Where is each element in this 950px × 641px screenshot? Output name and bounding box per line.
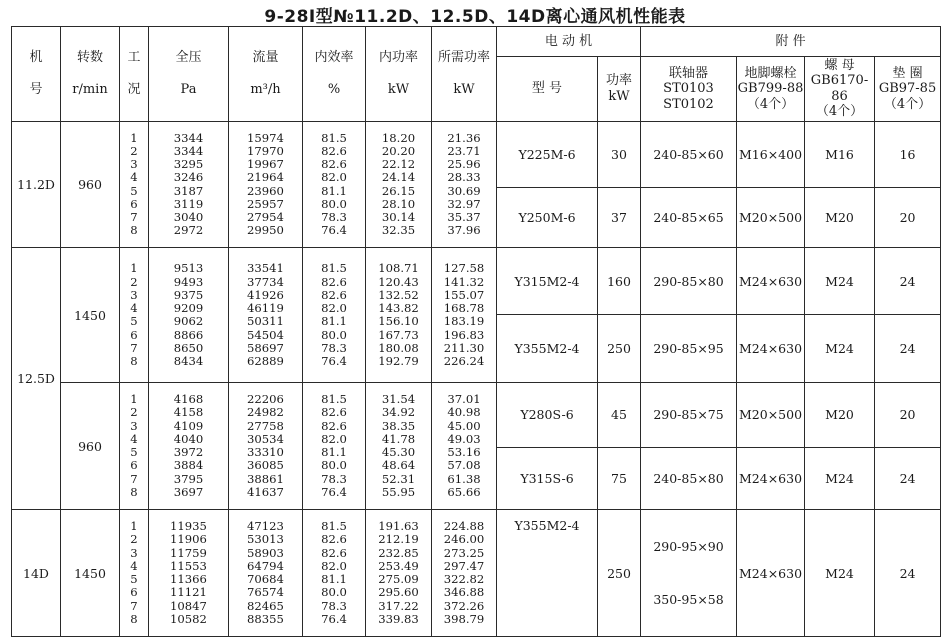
speed-cell: 960	[61, 121, 120, 248]
page-title: 9-28Ⅰ型№11.2D、12.5D、14D离心通风机性能表	[264, 7, 686, 27]
coupling-cell: 290-85×80	[641, 248, 737, 314]
condition-cell: 1 2 3 4 5 6 7 8	[120, 510, 149, 637]
internal-power-cell: 31.54 34.92 38.35 41.78 45.30 48.64 52.31 55.95	[366, 383, 432, 510]
efficiency-cell: 81.5 82.6 82.6 82.0 81.1 80.0 78.3 76.4	[303, 510, 366, 637]
washer-cell: 16	[875, 121, 941, 187]
internal-power-cell: 108.71 120.43 132.52 143.82 156.10 167.73 180.08 192.79	[366, 248, 432, 383]
coupling-cell: 240-85×80	[641, 447, 737, 509]
nut-cell: M24	[805, 314, 875, 382]
header-nut: 螺 母 GB6170-86 （4个）	[805, 57, 875, 121]
nut-cell: M20	[805, 188, 875, 248]
internal-power-cell: 191.63 212.19 232.85 253.49 275.09 295.60 317.22 339.83	[366, 510, 432, 637]
flow-cell: 15974 17970 19967 21964 23960 25957 27954 29950	[229, 121, 303, 248]
motor-model-cell: Y315M2-4	[497, 248, 598, 314]
speed-cell: 1450	[61, 248, 120, 383]
internal-power-cell: 18.20 20.20 22.12 24.14 26.15 28.10 30.14 32.35	[366, 121, 432, 248]
motor-power-cell: 45	[598, 383, 641, 447]
motor-model-cell: Y355M2-4	[497, 314, 598, 382]
coupling-cell	[641, 510, 737, 637]
washer-cell: 24	[875, 510, 941, 637]
flow-cell: 33541 37734 41926 46119 50311 54504 58697 62889	[229, 248, 303, 383]
anchor-bolt-cell: M20×500	[737, 383, 805, 447]
motor-model-cell: Y250M-6	[497, 188, 598, 248]
header-coupling: 联轴器 ST0103 ST0102	[641, 57, 737, 121]
header-speed: 转数 r/min	[61, 27, 120, 122]
coupling-cell: 240-85×65	[641, 188, 737, 248]
pressure-cell: 9513 9493 9375 9209 9062 8866 8650 8434	[149, 248, 229, 383]
header-motor-power: 功率 kW	[598, 57, 641, 121]
nut-cell: M20	[805, 383, 875, 447]
washer-cell: 20	[875, 188, 941, 248]
header-anchor-bolt: 地脚螺栓 GB799-88 （4个）	[737, 57, 805, 121]
header-motor-model: 型 号	[497, 57, 598, 121]
motor-power-cell: 250	[598, 314, 641, 382]
motor-power-cell: 30	[598, 121, 641, 187]
coupling-cell: 290-85×95	[641, 314, 737, 382]
header-flow: 流量 m³/h	[229, 27, 303, 122]
header-required-power: 所需功率 kW	[432, 27, 497, 122]
washer-cell: 20	[875, 383, 941, 447]
condition-cell: 1 2 3 4 5 6 7 8	[120, 248, 149, 383]
anchor-bolt-cell: M24×630	[737, 248, 805, 314]
header-internal-power: 内功率 kW	[366, 27, 432, 122]
pressure-cell: 4168 4158 4109 4040 3972 3884 3795 3697	[149, 383, 229, 510]
nut-cell: M24	[805, 510, 875, 637]
washer-cell: 24	[875, 314, 941, 382]
required-power-cell: 21.36 23.71 25.96 28.33 30.69 32.97 35.37 37.96	[432, 121, 497, 248]
flow-cell: 47123 53013 58903 64794 70684 76574 82465 88355	[229, 510, 303, 637]
efficiency-cell: 81.5 82.6 82.6 82.0 81.1 80.0 78.3 76.4	[303, 248, 366, 383]
coupling-cell: 240-85×60	[641, 121, 737, 187]
speed-cell: 1450	[61, 510, 120, 637]
anchor-bolt-cell: M20×500	[737, 188, 805, 248]
coupling-value-1: 290-95×90	[653, 539, 724, 555]
header-washer: 垫 圈 GB97-85 （4个）	[875, 57, 941, 121]
condition-cell: 1 2 3 4 5 6 7 8	[120, 383, 149, 510]
coupling-value-2: 350-95×58	[653, 592, 724, 608]
motor-model-cell: Y225M-6	[497, 121, 598, 187]
machine-number-cell: 12.5D	[12, 248, 61, 510]
washer-cell: 24	[875, 248, 941, 314]
washer-cell: 24	[875, 447, 941, 509]
header-working-condition: 工 况	[120, 27, 149, 122]
header-accessories: 附 件	[641, 27, 941, 57]
required-power-cell: 224.88 246.00 273.25 297.47 322.82 346.88 372.26 398.79	[432, 510, 497, 637]
pressure-cell: 11935 11906 11759 11553 11366 11121 10847 10582	[149, 510, 229, 637]
required-power-cell: 37.01 40.98 45.00 49.03 53.16 57.08 61.38 65.66	[432, 383, 497, 510]
motor-power-cell: 160	[598, 248, 641, 314]
motor-power-cell: 250	[598, 510, 641, 637]
header-total-pressure: 全压 Pa	[149, 27, 229, 122]
machine-number-cell: 14D	[12, 510, 61, 637]
anchor-bolt-cell: M24×630	[737, 447, 805, 509]
nut-cell: M16	[805, 121, 875, 187]
motor-model-cell: Y355M2-4	[497, 510, 598, 637]
anchor-bolt-cell: M24×630	[737, 510, 805, 637]
fan-performance-table	[11, 26, 941, 637]
header-internal-efficiency: 内效率 %	[303, 27, 366, 122]
condition-cell: 1 2 3 4 5 6 7 8	[120, 121, 149, 248]
header-motor: 电 动 机	[497, 27, 641, 57]
motor-power-cell: 75	[598, 447, 641, 509]
anchor-bolt-cell: M24×630	[737, 314, 805, 382]
flow-cell: 22206 24982 27758 30534 33310 36085 38861 41637	[229, 383, 303, 510]
motor-power-cell: 37	[598, 188, 641, 248]
coupling-cell: 290-85×75	[641, 383, 737, 447]
pressure-cell: 3344 3344 3295 3246 3187 3119 3040 2972	[149, 121, 229, 248]
efficiency-cell: 81.5 82.6 82.6 82.0 81.1 80.0 78.3 76.4	[303, 121, 366, 248]
speed-cell: 960	[61, 383, 120, 510]
motor-model-cell: Y315S-6	[497, 447, 598, 509]
motor-model-cell: Y280S-6	[497, 383, 598, 447]
machine-number-cell: 11.2D	[12, 121, 61, 248]
nut-cell: M24	[805, 248, 875, 314]
anchor-bolt-cell: M16×400	[737, 121, 805, 187]
required-power-cell: 127.58 141.32 155.07 168.78 183.19 196.83 211.30 226.24	[432, 248, 497, 383]
nut-cell: M24	[805, 447, 875, 509]
efficiency-cell: 81.5 82.6 82.6 82.0 81.1 80.0 78.3 76.4	[303, 383, 366, 510]
header-machine-number: 机 号	[12, 27, 61, 122]
